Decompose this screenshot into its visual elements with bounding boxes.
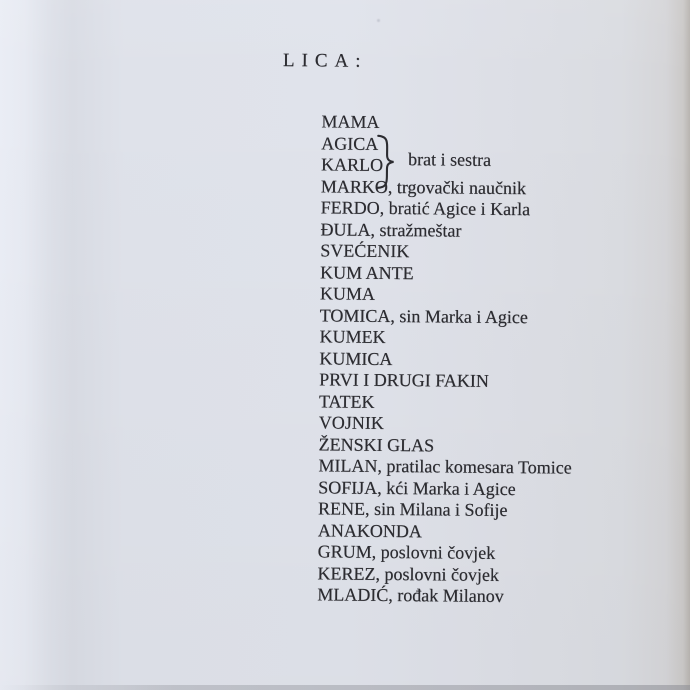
cast-line: KUMA [319, 283, 375, 304]
cast-line: AGICA [321, 132, 379, 154]
cast-line: SVEĆENIK [320, 240, 410, 262]
cast-list [317, 111, 575, 608]
cast-line: KARLO [320, 154, 384, 175]
cast-line: MILAN, pratilac komesara Tomice [318, 455, 572, 478]
photo-bottom-shadow [0, 685, 690, 690]
cast-line: MARKO, trgovački naučnik [320, 175, 527, 198]
cast-line: GRUM, poslovni čovjek [317, 541, 496, 563]
grouping-brace-icon [376, 134, 396, 190]
cast-line: ŽENSKI GLAS [318, 433, 435, 455]
cast-line: SOFIJA, kći Marka i Agice [318, 476, 516, 499]
printed-content [278, 50, 643, 633]
cast-line: KUMICA [319, 347, 393, 369]
cast-line: VOJNIK [318, 412, 384, 433]
cast-line: TOMICA, sin Marka i Agice [319, 304, 528, 327]
page-title: LICA: [282, 50, 368, 72]
dust-speck [377, 19, 380, 22]
cast-line: MLADIĆ, rođak Milanov [317, 584, 504, 606]
cast-line: ĐULA, stražmeštar [320, 218, 462, 241]
cast-line: KEREZ, poslovni čovjek [317, 562, 500, 585]
cast-line: MAMA [321, 111, 380, 132]
cast-line: FERDO, bratić Agice i Karla [320, 197, 531, 220]
cast-line: TATEK [318, 390, 375, 412]
cast-line: RENE, sin Milana i Sofije [317, 498, 508, 520]
group-label: brat i sestra [407, 149, 492, 170]
cast-line: ANAKONDA [317, 519, 422, 541]
cast-line: PRVI I DRUGI FAKIN [319, 369, 489, 391]
cast-line: KUMEK [319, 326, 386, 347]
cast-line: KUM ANTE [319, 261, 414, 283]
